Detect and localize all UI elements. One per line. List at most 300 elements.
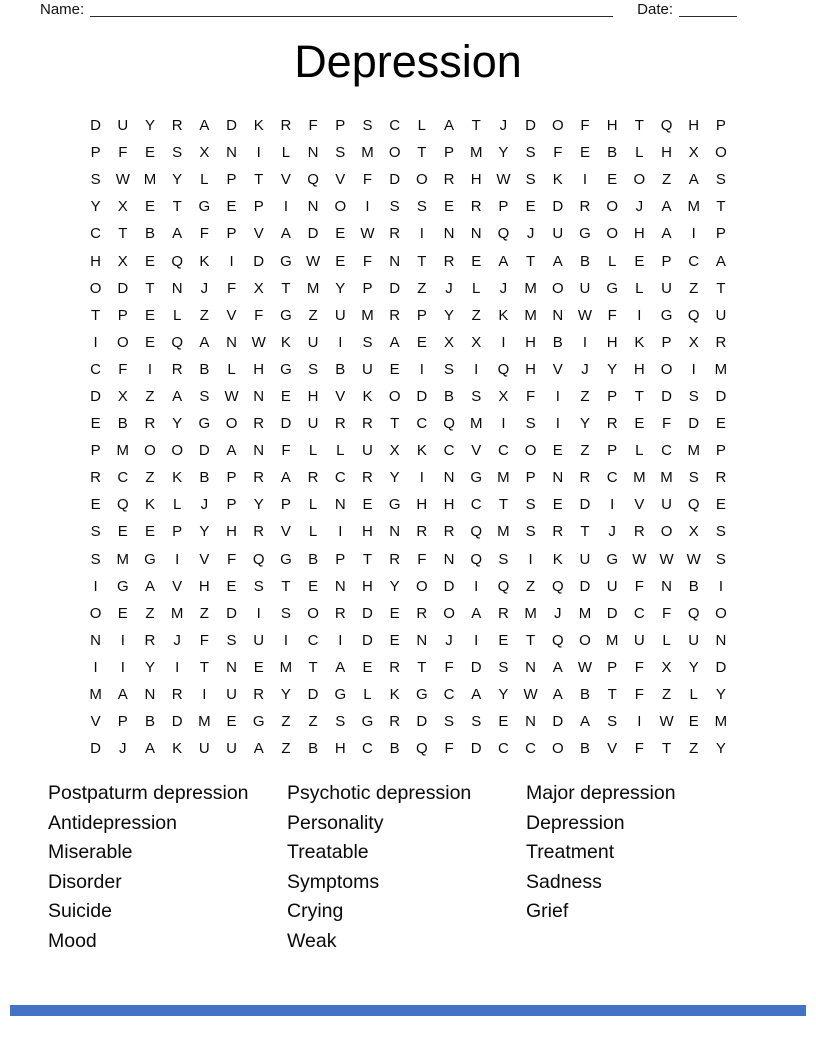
grid-cell: S bbox=[280, 604, 291, 622]
grid-cell: J bbox=[119, 740, 127, 758]
grid-cell: Q bbox=[497, 360, 510, 378]
grid-cell: I bbox=[120, 658, 125, 676]
grid-cell: P bbox=[715, 442, 726, 460]
grid-cell: A bbox=[552, 252, 563, 270]
grid-cell: S bbox=[308, 360, 319, 378]
grid-cell: Q bbox=[497, 577, 510, 595]
grid-cell: Y bbox=[335, 279, 346, 297]
grid-cell: R bbox=[362, 415, 373, 433]
grid-cell: E bbox=[226, 198, 237, 216]
grid-cell: Z bbox=[661, 686, 672, 704]
grid-cell: P bbox=[335, 550, 346, 568]
grid-cell: H bbox=[688, 117, 700, 135]
grid-cell: S bbox=[525, 523, 536, 541]
grid-cell: S bbox=[444, 360, 455, 378]
grid-cell: H bbox=[606, 117, 618, 135]
word-list-item: Weak bbox=[287, 929, 337, 952]
grid-cell: J bbox=[445, 631, 453, 649]
grid-cell: O bbox=[606, 225, 618, 243]
grid-cell: E bbox=[144, 252, 155, 270]
grid-cell: T bbox=[716, 198, 726, 216]
grid-cell: U bbox=[633, 631, 645, 649]
grid-cell: I bbox=[528, 550, 533, 568]
grid-cell: X bbox=[389, 442, 400, 460]
grid-cell: O bbox=[551, 279, 564, 297]
grid-cell: V bbox=[634, 496, 645, 514]
grid-cell: X bbox=[199, 144, 210, 162]
grid-cell: F bbox=[661, 604, 672, 622]
grid-cell: P bbox=[280, 496, 291, 514]
grid-cell: A bbox=[661, 225, 672, 243]
grid-cell: J bbox=[526, 225, 535, 243]
grid-cell: D bbox=[552, 198, 564, 216]
grid-cell: M bbox=[687, 198, 700, 216]
grid-cell: A bbox=[144, 740, 155, 758]
grid-cell: L bbox=[662, 631, 671, 649]
grid-cell: O bbox=[443, 604, 455, 622]
grid-cell: R bbox=[470, 198, 482, 216]
grid-cell: M bbox=[714, 713, 728, 731]
grid-cell: N bbox=[171, 279, 183, 297]
grid-cell: V bbox=[607, 740, 618, 758]
grid-cell: U bbox=[307, 415, 319, 433]
grid-cell: N bbox=[443, 469, 455, 487]
grid-cell: E bbox=[715, 496, 726, 514]
grid-cell: H bbox=[90, 252, 102, 270]
grid-cell: N bbox=[552, 306, 564, 324]
grid-cell: E bbox=[144, 523, 155, 541]
grid-cell: M bbox=[116, 550, 130, 568]
word-list-column bbox=[287, 779, 471, 957]
grid-cell: F bbox=[199, 631, 209, 649]
grid-cell: G bbox=[252, 713, 265, 731]
grid-cell: Q bbox=[660, 117, 673, 135]
date-label: Date: bbox=[637, 1, 673, 18]
grid-cell: T bbox=[118, 225, 128, 243]
grid-cell: B bbox=[308, 740, 319, 758]
grid-cell: V bbox=[335, 171, 346, 189]
grid-cell: U bbox=[226, 686, 237, 704]
grid-cell: P bbox=[226, 496, 237, 514]
grid-cell: F bbox=[417, 550, 427, 568]
grid-cell: Z bbox=[281, 740, 291, 758]
grid-cell: E bbox=[715, 415, 726, 433]
grid-cell: E bbox=[362, 496, 373, 514]
footer-bar bbox=[10, 1005, 806, 1016]
grid-cell: R bbox=[443, 171, 455, 189]
grid-cell: D bbox=[443, 577, 455, 595]
grid-cell: B bbox=[579, 740, 590, 758]
grid-cell: H bbox=[525, 333, 537, 351]
grid-cell: A bbox=[471, 686, 482, 704]
grid-cell: R bbox=[334, 415, 346, 433]
grid-cell: H bbox=[633, 225, 645, 243]
grid-cell: D bbox=[171, 713, 183, 731]
grid-cell: H bbox=[443, 496, 455, 514]
grid-cell: Q bbox=[252, 550, 265, 568]
grid-cell: I bbox=[718, 577, 723, 595]
grid-cell: P bbox=[253, 198, 264, 216]
grid-cell: Q bbox=[116, 496, 129, 514]
grid-cell: N bbox=[525, 658, 537, 676]
grid-cell: B bbox=[144, 225, 155, 243]
grid-cell: I bbox=[120, 631, 125, 649]
grid-cell: S bbox=[90, 550, 101, 568]
grid-cell: K bbox=[144, 496, 155, 514]
grid-cell: E bbox=[552, 442, 563, 460]
grid-cell: I bbox=[637, 713, 642, 731]
grid-cell: R bbox=[90, 469, 102, 487]
grid-cell: Y bbox=[144, 658, 155, 676]
grid-cell: L bbox=[227, 360, 236, 378]
grid-cell: I bbox=[419, 225, 424, 243]
word-list-item: Postpaturm depression bbox=[48, 782, 249, 804]
grid-cell: A bbox=[199, 117, 210, 135]
grid-cell: E bbox=[688, 713, 699, 731]
grid-cell: G bbox=[579, 225, 591, 243]
grid-cell: Z bbox=[145, 469, 155, 487]
grid-cell: D bbox=[416, 713, 428, 731]
grid-cell: A bbox=[389, 333, 400, 351]
grid-cell: T bbox=[417, 658, 427, 676]
grid-cell: S bbox=[471, 387, 482, 405]
grid-cell: J bbox=[445, 279, 453, 297]
grid-cell: S bbox=[525, 144, 536, 162]
grid-cell: W bbox=[306, 252, 321, 270]
grid-cell: I bbox=[93, 658, 98, 676]
grid-cell: N bbox=[443, 550, 455, 568]
grid-cell: S bbox=[444, 713, 455, 731]
grid-cell: D bbox=[606, 604, 618, 622]
grid-cell: V bbox=[335, 387, 346, 405]
word-list-column bbox=[48, 779, 249, 957]
grid-cell: W bbox=[659, 713, 674, 731]
grid-cell: F bbox=[444, 658, 454, 676]
grid-cell: A bbox=[552, 686, 563, 704]
grid-cell: P bbox=[498, 198, 509, 216]
grid-cell: C bbox=[362, 740, 373, 758]
grid-cell: T bbox=[634, 387, 644, 405]
word-list-item: Miserable bbox=[48, 841, 133, 864]
grid-cell: R bbox=[144, 415, 156, 433]
grid-cell: S bbox=[607, 713, 618, 731]
grid-cell: F bbox=[580, 117, 590, 135]
grid-cell: B bbox=[389, 740, 400, 758]
grid-cell: B bbox=[335, 360, 346, 378]
grid-cell: B bbox=[607, 144, 618, 162]
grid-cell: V bbox=[280, 523, 291, 541]
grid-cell: I bbox=[474, 577, 479, 595]
grid-cell: Z bbox=[526, 577, 536, 595]
word-list-item: Sadness bbox=[526, 870, 602, 893]
grid-cell: T bbox=[498, 496, 508, 514]
grid-cell: K bbox=[362, 387, 373, 405]
grid-cell: T bbox=[308, 658, 318, 676]
grid-cell: Q bbox=[551, 631, 564, 649]
grid-cell: R bbox=[362, 469, 373, 487]
grid-cell: D bbox=[253, 252, 265, 270]
grid-cell: N bbox=[144, 686, 156, 704]
grid-cell: E bbox=[117, 523, 128, 541]
grid-cell: P bbox=[226, 469, 237, 487]
grid-cell: L bbox=[308, 496, 318, 514]
grid-cell: I bbox=[474, 631, 479, 649]
grid-cell: A bbox=[444, 117, 455, 135]
grid-cell: D bbox=[661, 387, 672, 405]
grid-cell: P bbox=[226, 225, 237, 243]
grid-cell: P bbox=[525, 469, 536, 487]
grid-cell: H bbox=[307, 387, 319, 405]
grid-cell: F bbox=[254, 306, 264, 324]
name-blank-line bbox=[90, 1, 613, 17]
grid-cell: U bbox=[334, 306, 346, 324]
name-label: Name: bbox=[40, 1, 85, 18]
grid-cell: A bbox=[552, 658, 563, 676]
grid-cell: E bbox=[634, 252, 645, 270]
grid-cell: Q bbox=[307, 171, 319, 189]
grid-cell: A bbox=[172, 225, 183, 243]
grid-cell: T bbox=[172, 198, 182, 216]
grid-cell: A bbox=[117, 686, 128, 704]
grid-cell: D bbox=[525, 117, 537, 135]
grid-cell: P bbox=[90, 144, 101, 162]
grid-cell: I bbox=[419, 360, 424, 378]
grid-cell: K bbox=[634, 333, 645, 351]
grid-cell: I bbox=[610, 496, 615, 514]
grid-cell: E bbox=[444, 198, 455, 216]
grid-cell: A bbox=[715, 252, 726, 270]
grid-cell: K bbox=[552, 550, 563, 568]
grid-cell: N bbox=[443, 225, 455, 243]
grid-cell: E bbox=[308, 577, 319, 595]
grid-cell: B bbox=[144, 713, 155, 731]
grid-cell: F bbox=[226, 279, 237, 297]
grid-cell: C bbox=[334, 469, 346, 487]
grid-cell: V bbox=[199, 550, 210, 568]
grid-cell: O bbox=[660, 360, 673, 378]
grid-cell: B bbox=[199, 469, 210, 487]
word-list-item: Personality bbox=[287, 811, 384, 834]
grid-cell: C bbox=[470, 496, 482, 514]
grid-cell: R bbox=[334, 604, 346, 622]
grid-cell: A bbox=[199, 333, 210, 351]
grid-cell: P bbox=[172, 523, 183, 541]
grid-cell: O bbox=[307, 604, 319, 622]
grid-cell: I bbox=[93, 333, 98, 351]
grid-cell: G bbox=[606, 550, 618, 568]
grid-cell: Z bbox=[471, 306, 481, 324]
grid-cell: G bbox=[606, 279, 618, 297]
grid-cell: C bbox=[606, 469, 618, 487]
grid-cell: G bbox=[470, 469, 483, 487]
grid-cell: C bbox=[416, 415, 428, 433]
grid-cell: L bbox=[172, 306, 182, 324]
grid-cell: D bbox=[470, 658, 482, 676]
grid-cell: O bbox=[116, 333, 129, 351]
grid-cell: A bbox=[144, 577, 155, 595]
grid-cell: X bbox=[117, 387, 128, 405]
grid-cell: I bbox=[582, 333, 588, 351]
grid-cell: U bbox=[307, 333, 319, 351]
grid-cell: Z bbox=[308, 713, 318, 731]
grid-cell: H bbox=[470, 171, 482, 189]
grid-cell: A bbox=[280, 469, 291, 487]
grid-cell: M bbox=[469, 415, 483, 433]
grid-cell: Y bbox=[253, 496, 264, 514]
grid-cell: H bbox=[253, 360, 265, 378]
grid-cell: W bbox=[360, 225, 375, 243]
grid-cell: H bbox=[633, 360, 645, 378]
grid-cell: J bbox=[200, 496, 209, 514]
grid-cell: C bbox=[661, 442, 672, 460]
grid-cell: D bbox=[117, 279, 129, 297]
grid-cell: G bbox=[198, 198, 211, 216]
grid-cell: M bbox=[687, 442, 700, 460]
grid-cell: N bbox=[226, 144, 237, 162]
grid-cell: R bbox=[144, 631, 156, 649]
grid-cell: Z bbox=[199, 306, 209, 324]
grid-cell: N bbox=[334, 577, 346, 595]
grid-cell: N bbox=[389, 252, 401, 270]
grid-cell: N bbox=[470, 225, 482, 243]
grid-cell: X bbox=[498, 387, 509, 405]
grid-cell: R bbox=[253, 686, 265, 704]
grid-cell: L bbox=[308, 523, 318, 541]
grid-cell: P bbox=[715, 117, 726, 135]
grid-cell: F bbox=[308, 117, 318, 135]
grid-cell: Z bbox=[580, 442, 590, 460]
grid-cell: J bbox=[200, 279, 209, 297]
grid-cell: Y bbox=[715, 686, 726, 704]
grid-cell: S bbox=[253, 577, 264, 595]
grid-cell: L bbox=[200, 171, 209, 189]
grid-cell: O bbox=[388, 144, 401, 162]
grid-cell: T bbox=[471, 117, 481, 135]
grid-cell: E bbox=[389, 631, 400, 649]
grid-cell: Y bbox=[389, 577, 400, 595]
grid-cell: N bbox=[253, 442, 265, 460]
page-title: Depression bbox=[294, 36, 522, 87]
grid-cell: I bbox=[338, 333, 343, 351]
grid-cell: O bbox=[551, 117, 564, 135]
grid-cell: R bbox=[389, 306, 401, 324]
grid-cell: K bbox=[172, 469, 183, 487]
grid-cell: Q bbox=[551, 577, 564, 595]
grid-cell: D bbox=[90, 387, 102, 405]
grid-cell: A bbox=[172, 387, 183, 405]
grid-cell: A bbox=[688, 171, 699, 189]
grid-cell: M bbox=[714, 360, 728, 378]
grid-cell: C bbox=[443, 442, 455, 460]
grid-cell: X bbox=[117, 198, 128, 216]
grid-cell: E bbox=[389, 604, 400, 622]
grid-cell: H bbox=[525, 360, 537, 378]
grid-cell: L bbox=[417, 117, 427, 135]
grid-cell: I bbox=[365, 198, 370, 216]
grid-cell: C bbox=[307, 631, 319, 649]
word-list-item: Symptoms bbox=[287, 870, 380, 893]
grid-cell: R bbox=[443, 252, 455, 270]
grid-cell: Z bbox=[145, 387, 155, 405]
grid-cell: W bbox=[224, 387, 239, 405]
grid-cell: N bbox=[334, 496, 346, 514]
grid-cell: T bbox=[281, 279, 291, 297]
grid-cell: M bbox=[497, 469, 510, 487]
grid-cell: D bbox=[579, 577, 591, 595]
grid-cell: H bbox=[416, 496, 428, 514]
grid-cell: U bbox=[661, 279, 672, 297]
grid-cell: I bbox=[229, 252, 234, 270]
grid-cell: O bbox=[144, 442, 156, 460]
grid-cell: O bbox=[225, 415, 238, 433]
grid-cell: C bbox=[633, 604, 645, 622]
grid-cell: T bbox=[145, 279, 155, 297]
grid-cell: P bbox=[661, 252, 672, 270]
grid-cell: S bbox=[688, 387, 699, 405]
grid-cell: R bbox=[497, 604, 509, 622]
grid-cell: E bbox=[416, 333, 427, 351]
grid-cell: E bbox=[389, 360, 400, 378]
grid-cell: E bbox=[144, 306, 155, 324]
grid-cell: M bbox=[116, 442, 130, 460]
grid-cell: Z bbox=[689, 740, 699, 758]
grid-cell: D bbox=[307, 225, 319, 243]
grid-cell: O bbox=[606, 198, 618, 216]
grid-cell: Y bbox=[498, 686, 509, 704]
grid-cell: N bbox=[416, 631, 428, 649]
grid-cell: I bbox=[338, 631, 343, 649]
grid-cell: O bbox=[171, 442, 183, 460]
grid-cell: A bbox=[661, 198, 672, 216]
grid-cell: B bbox=[199, 360, 210, 378]
grid-cell: K bbox=[498, 306, 509, 324]
grid-cell: J bbox=[499, 279, 508, 297]
grid-cell: T bbox=[254, 171, 264, 189]
grid-cell: R bbox=[389, 225, 401, 243]
grid-cell: Y bbox=[389, 469, 400, 487]
grid-cell: R bbox=[416, 523, 428, 541]
grid-cell: C bbox=[688, 252, 700, 270]
grid-cell: A bbox=[498, 252, 509, 270]
grid-cell: R bbox=[389, 550, 401, 568]
word-list-item: Psychotic depression bbox=[287, 782, 472, 804]
grid-cell: O bbox=[633, 171, 646, 189]
grid-cell: S bbox=[90, 523, 101, 541]
grid-cell: J bbox=[581, 360, 589, 378]
grid-cell: F bbox=[444, 740, 454, 758]
grid-cell: U bbox=[579, 279, 591, 297]
grid-cell: E bbox=[90, 496, 101, 514]
word-list-item: Mood bbox=[48, 929, 97, 952]
grid-cell: T bbox=[199, 658, 209, 676]
grid-cell: S bbox=[525, 171, 536, 189]
grid-cell: L bbox=[308, 442, 318, 460]
grid-cell: D bbox=[715, 658, 727, 676]
grid-cell: A bbox=[253, 740, 264, 758]
grid-cell: S bbox=[389, 198, 400, 216]
grid-cell: I bbox=[175, 550, 180, 568]
word-list-column bbox=[526, 779, 676, 927]
grid-cell: E bbox=[226, 577, 237, 595]
grid-cell: A bbox=[579, 713, 590, 731]
grid-cell: Q bbox=[470, 523, 483, 541]
grid-cell: D bbox=[552, 713, 564, 731]
grid-cell: I bbox=[419, 469, 424, 487]
grid-cell: I bbox=[202, 686, 207, 704]
grid-cell: M bbox=[170, 604, 184, 622]
grid-cell: E bbox=[498, 631, 509, 649]
grid-cell: S bbox=[471, 713, 482, 731]
